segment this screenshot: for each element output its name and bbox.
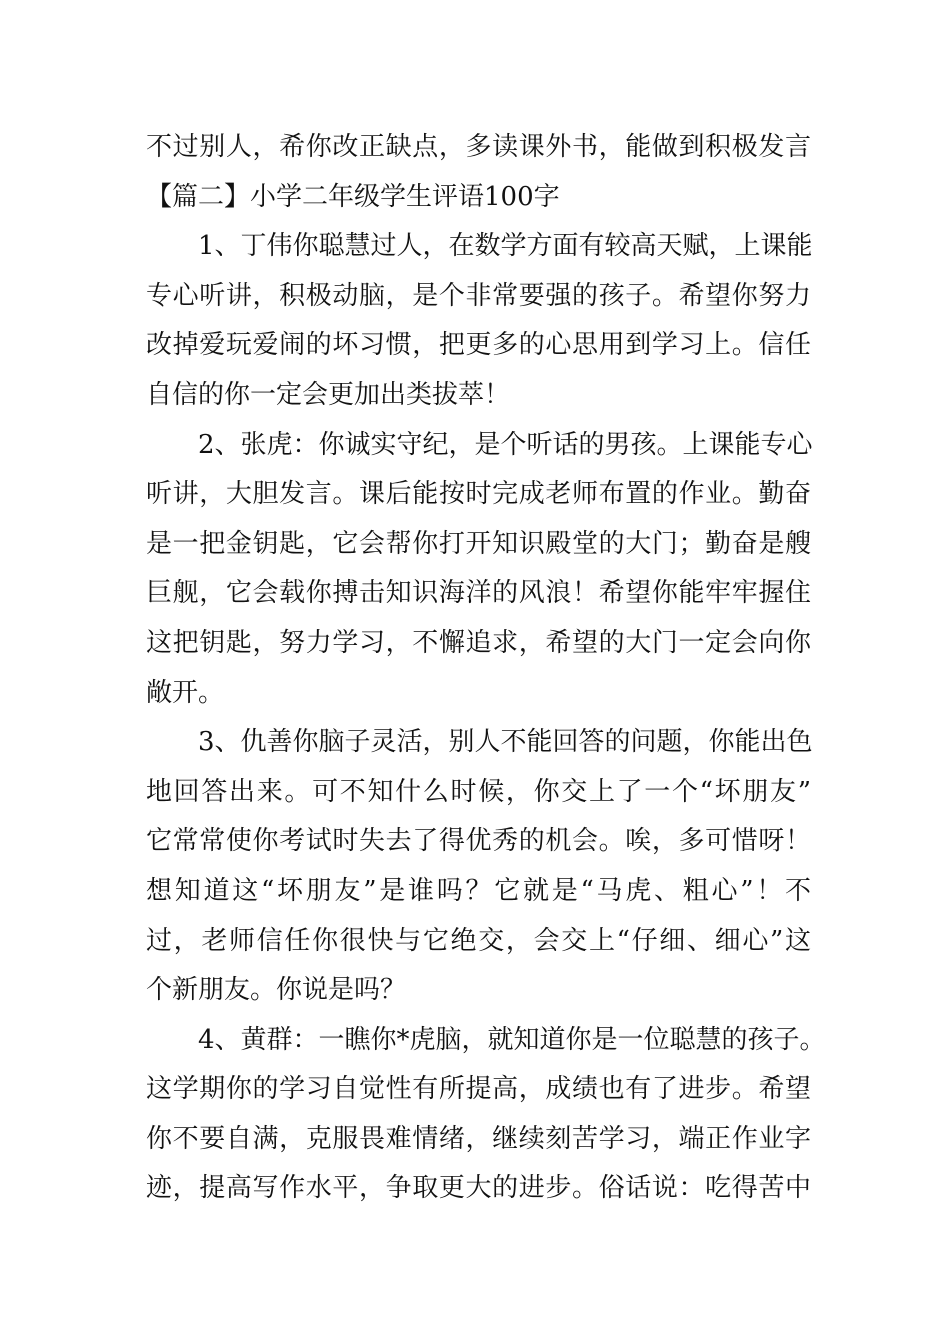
- document-body: [146, 123, 826, 1214]
- text-line: 听讲，大胆发言。课后能按时完成老师布置的作业。勤奋: [146, 479, 811, 510]
- text-line: 巨舰，它会载你搏击知识海洋的风浪！希望你能牢牢握住: [146, 578, 811, 609]
- text-line: 不过别人，希你改正缺点，多读课外书，能做到积极发言: [146, 132, 811, 162]
- text-line: 改掉爱玩爱闹的坏习惯，把更多的心思用到学习上。信任: [146, 330, 811, 361]
- text-line: 地回答出来。可不知什么时候，你交上了一个“坏朋友”: [146, 776, 811, 807]
- text-line: 这把钥匙，努力学习，不懈追求，希望的大门一定会向你: [146, 627, 811, 658]
- text-line: 1、丁伟你聪慧过人，在数学方面有较高天赋，上课能: [198, 231, 813, 262]
- text-line: 敞开。: [146, 677, 225, 708]
- text-line: 想知道这“坏朋友”是谁吗？它就是“马虎、粗心”！不: [146, 875, 811, 906]
- text-line: 4、黄群：一瞧你*虎脑，就知道你是一位聪慧的孩子。: [198, 1024, 826, 1055]
- text-line: 它常常使你考试时失去了得优秀的机会。唉，多可惜呀！: [146, 826, 811, 857]
- section-heading: 【篇二】小学二年级学生评语100字: [146, 181, 560, 212]
- text-line: 个新朋友。你说是吗？: [146, 975, 407, 1006]
- text-line: 这学期你的学习自觉性有所提高，成绩也有了进步。希望: [146, 1074, 811, 1105]
- text-line: 专心听讲，积极动脑，是个非常要强的孩子。希望你努力: [146, 280, 811, 311]
- text-line: 自信的你一定会更加出类拔萃！: [146, 379, 511, 410]
- text-line: 你不要自满，克服畏难情绪，继续刻苦学习，端正作业字: [146, 1123, 811, 1154]
- text-line: 是一把金钥匙，它会帮你打开知识殿堂的大门；勤奋是艘: [146, 528, 811, 559]
- text-line: 2、张虎：你诚实守纪，是个听话的男孩。上课能专心: [198, 429, 813, 460]
- text-line: 迹，提高写作水平，争取更大的进步。俗话说：吃得苦中: [146, 1173, 811, 1204]
- text-line: 3、仇善你脑子灵活，别人不能回答的问题，你能出色: [198, 727, 813, 758]
- text-line: 过，老师信任你很快与它绝交，会交上“仔细、细心”这: [146, 925, 811, 956]
